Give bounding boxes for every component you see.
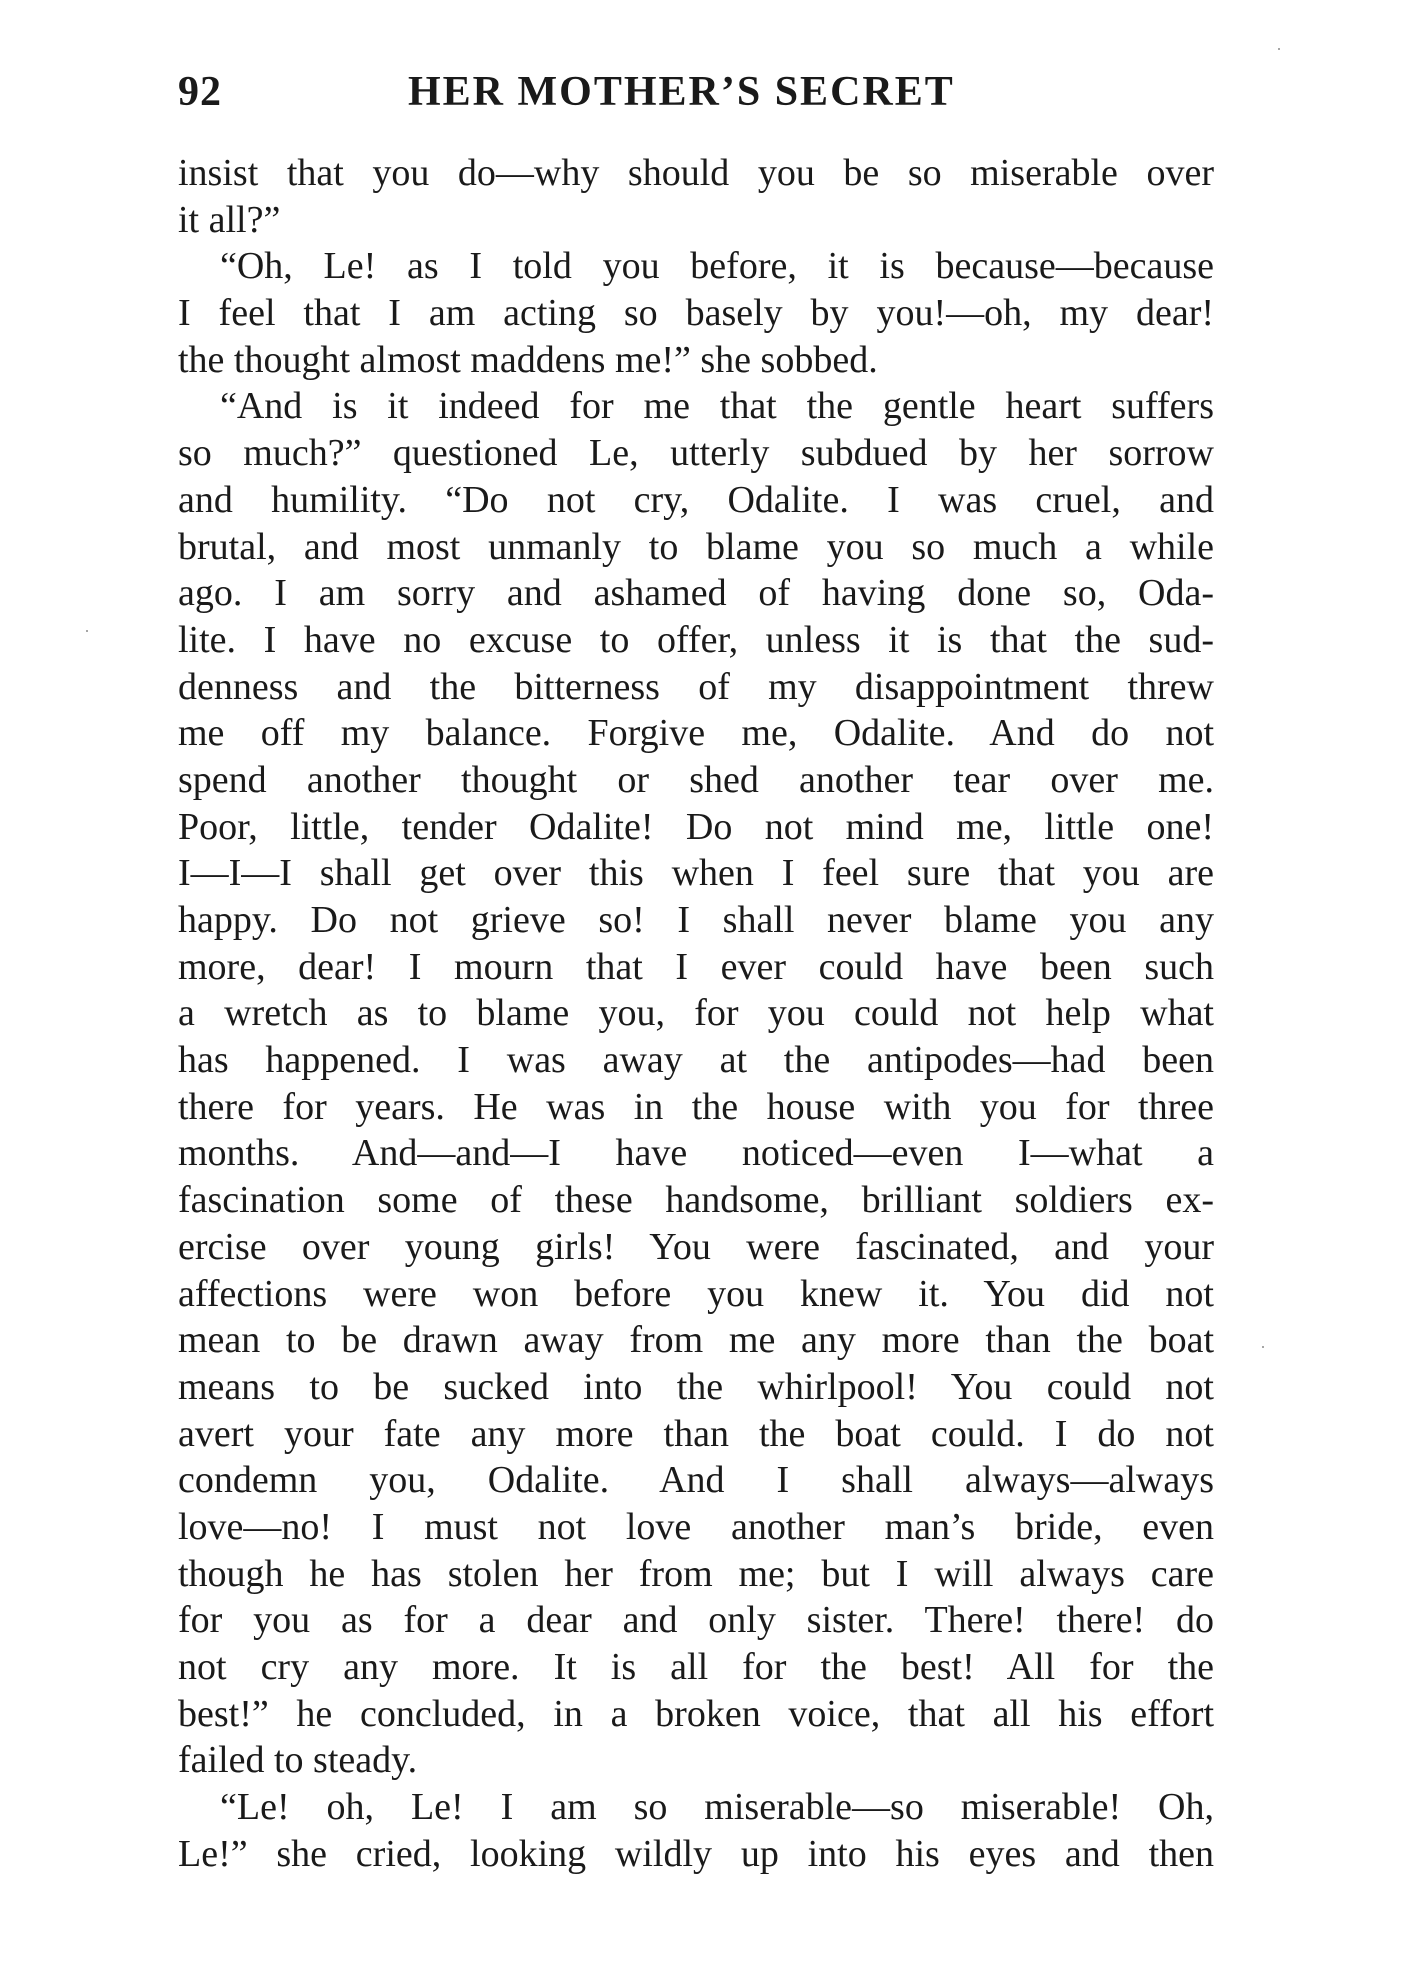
running-head [178, 68, 1214, 118]
text-line: ago. I am sorry and ashamed of having done so, Oda- [178, 572, 1214, 615]
text-line: there for years. He was in the house with you for three [178, 1085, 1214, 1128]
text-line: insist that you do—why should you be so miserable over [178, 152, 1214, 194]
text-line: condemn you, Odalite. And I shall always—always [178, 1459, 1214, 1502]
text-line: lite. I have no excuse to offer, unless it is that the sud- [178, 618, 1214, 661]
text-line: the thought almost maddens me!” she sobbed. [178, 338, 878, 381]
text-line: means to be sucked into the whirlpool! You could not [178, 1365, 1214, 1408]
text-line: spend another thought or shed another tear over me. [178, 758, 1214, 801]
text-line: Le!” she cried, looking wildly up into his eyes and then [178, 1832, 1214, 1875]
text-line: ercise over young girls! You were fascinated, and your [178, 1225, 1214, 1268]
running-title: HER MOTHER’S SECRET [408, 69, 955, 115]
text-line: denness and the bitterness of my disappointment threw [178, 665, 1214, 708]
text-line: more, dear! I mourn that I ever could have been such [178, 945, 1214, 988]
text-line: me off my balance. Forgive me, Odalite. And do not [178, 712, 1214, 755]
text-line: months. And—and—I have noticed—even I—what a [178, 1132, 1214, 1175]
text-line: love—no! I must not love another man’s bride, even [178, 1505, 1214, 1548]
text-line: “Le! oh, Le! I am so miserable—so miserable! Oh, [220, 1786, 1214, 1829]
text-line: for you as for a dear and only sister. There! there! do [178, 1599, 1214, 1642]
text-line: I—I—I shall get over this when I feel sure that you are [178, 852, 1214, 895]
text-line: a wretch as to blame you, for you could not help what [178, 992, 1214, 1035]
page-number: 92 [178, 69, 222, 115]
body-text [178, 150, 1214, 1877]
text-line: “And is it indeed for me that the gentle heart suffers [220, 385, 1214, 428]
text-line: so much?” questioned Le, utterly subdued by her sorrow [178, 432, 1214, 475]
text-line: though he has stolen her from me; but I will always care [178, 1552, 1214, 1595]
text-line: not cry any more. It is all for the best! All for the [178, 1646, 1214, 1688]
text-line: has happened. I was away at the antipodes—had been [178, 1039, 1214, 1082]
text-line: best!” he concluded, in a broken voice, that all his effort [178, 1692, 1214, 1735]
text-line: failed to steady. [178, 1739, 418, 1782]
text-line: happy. Do not grieve so! I shall never blame you any [178, 899, 1214, 941]
text-line: I feel that I am acting so basely by you!—oh, my dear! [178, 292, 1214, 335]
paper-speck [1278, 48, 1280, 50]
text-line: avert your fate any more than the boat could. I do not [178, 1412, 1214, 1455]
text-line: Poor, little, tender Odalite! Do not mind me, little one! [178, 805, 1214, 848]
paper-speck [86, 630, 88, 632]
text-line: brutal, and most unmanly to blame you so much a while [178, 525, 1214, 568]
text-line: “Oh, Le! as I told you before, it is because—because [220, 245, 1214, 288]
text-line: mean to be drawn away from me any more than the boat [178, 1319, 1214, 1362]
text-line: affections were won before you knew it. You did not [178, 1272, 1214, 1315]
paper-speck [1262, 1346, 1264, 1348]
text-line: it all?” [178, 198, 281, 241]
text-line: and humility. “Do not cry, Odalite. I was cruel, and [178, 478, 1214, 521]
text-line: fascination some of these handsome, brilliant soldiers ex- [178, 1179, 1214, 1222]
